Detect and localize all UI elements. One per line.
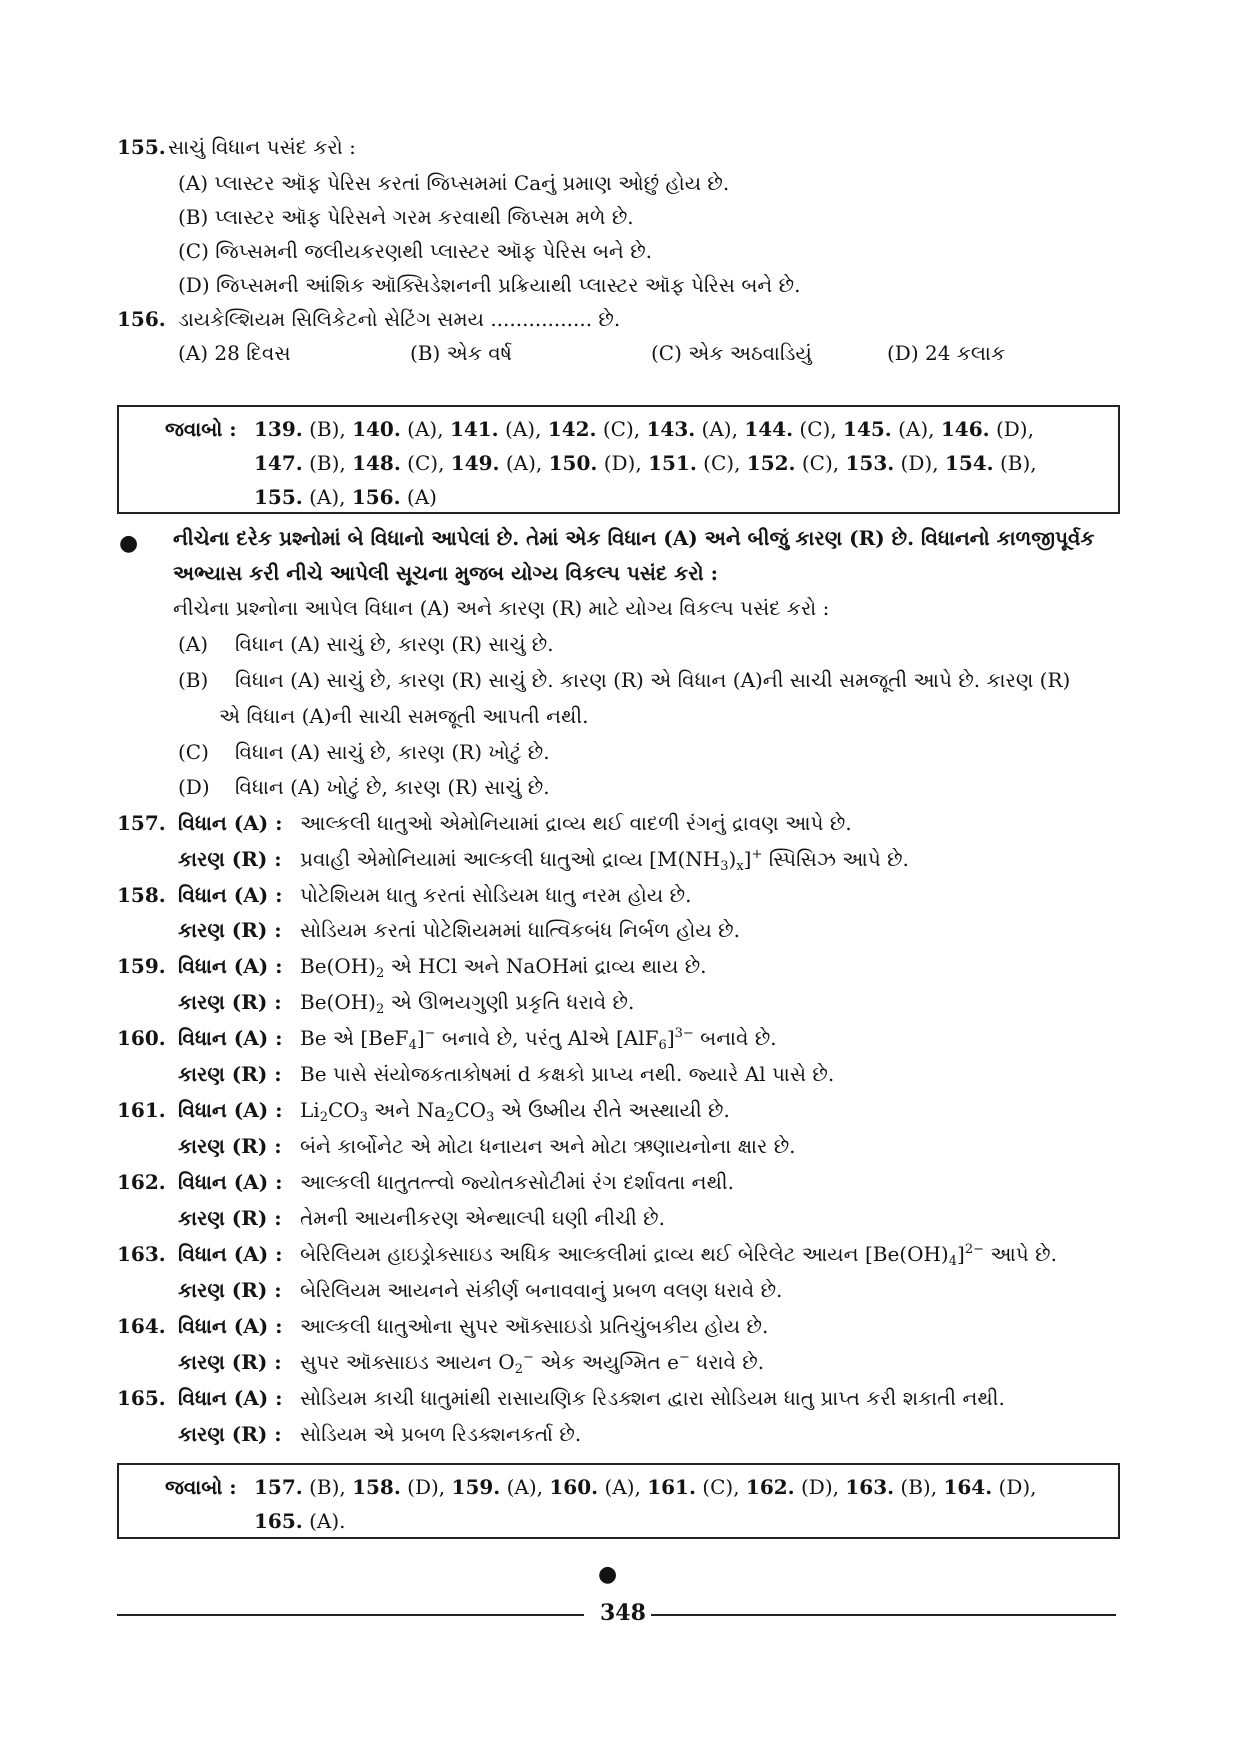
answer-qnum: 164. [943, 1475, 993, 1499]
answer-choice: (A), [400, 417, 450, 441]
answer-choice: (C), [795, 451, 846, 475]
answer-qnum: 149. [450, 451, 500, 475]
answer-choice: (A), [598, 1475, 648, 1499]
footer-rule-right [651, 1614, 1116, 1616]
answer-box-2 [117, 1463, 1120, 1539]
answer-choice: (A), [891, 417, 941, 441]
answer-line [254, 417, 1034, 441]
option-c: (C) એક અઠવાડિયું [651, 341, 812, 365]
assertion-text: સોડિયમ કાચી ધાતુમાંથી રાસાયણિક રિડક્શન દ્વારા સોડિયમ ધાતુ પ્રાપ્ત કરી શકાતી નથી. [300, 1386, 1005, 1410]
assertion-text: $Li_2CO_3$ અને $Na_2CO_3$ એ ઉષ્મીય રીતે અસ્થાયી છે. [300, 1098, 730, 1125]
reason-text: બેરિલિયમ આયનને સંકીર્ણ બનાવવાનું પ્રબળ વલણ ધરાવે છે. [300, 1278, 783, 1302]
answer-choice: (B), [302, 417, 353, 441]
option-a: (A) 28 દિવસ [178, 341, 291, 365]
reason-text: સોડિયમ કરતાં પોટેશિયમમાં ધાત્વિકબંધ નિર્બળ હોય છે. [300, 918, 740, 942]
answer-choice: (D), [400, 1475, 452, 1499]
answer-choice: (A), [695, 417, 745, 441]
answer-qnum: 152. [746, 451, 796, 475]
answer-choice: (D), [794, 1475, 846, 1499]
answer-qnum: 157. [254, 1475, 303, 1499]
option-b: (B) એક વર્ષ [410, 341, 512, 365]
answer-qnum: 161. [647, 1475, 696, 1499]
instruction-plain: નીચેના પ્રશ્નોના આપેલ વિધાન (A) અને કારણ (R) માટે યોગ્ય વિકલ્પ પસંદ કરો : [173, 596, 830, 620]
assertion-text: Be એ [BeF$_4$]− બનાવે છે, પરંતુ Alએ $[AlF_6]^{3-}$ બનાવે છે. [300, 1026, 777, 1053]
option-a: (A) પ્લાસ્ટર ઑફ પેરિસ કરતાં જિપ્સમમાં Caનું પ્રમાણ ઓછું હોય છે. [178, 171, 730, 195]
answer-line [254, 485, 437, 509]
answer-line [254, 1475, 1037, 1499]
option-d: (D) જિપ્સમની આંશિક ઑક્સિડેશનની પ્રક્રિયાથી પ્લાસ્ટર ઑફ પેરિસ બને છે. [178, 273, 801, 297]
answer-line [254, 451, 1037, 475]
answer-qnum: 153. [845, 451, 895, 475]
footer-dot-icon: ● [598, 1562, 618, 1587]
reason-text: સુપર ઑક્સાઇડ આયન $O_2^-$ એક અયુગ્મિત e− ધરાવે છે. [300, 1350, 765, 1377]
reason-text: સોડિયમ એ પ્રબળ રિડક્શનકર્તા છે. [300, 1422, 582, 1446]
answer-choice: (C), [695, 1475, 746, 1499]
answer-choice: (C), [596, 417, 647, 441]
answer-qnum: 155. [254, 485, 303, 509]
answer-choice: (B), [894, 1475, 944, 1499]
answer-choice: (A), [499, 451, 549, 475]
assertion-text: આલ્કલી ધાતુતત્ત્વો જ્યોતકસોટીમાં રંગ દર્શાવતા નથી. [300, 1170, 734, 1194]
answer-qnum: 159. [451, 1475, 501, 1499]
page: 155. સાચું વિધાન પસંદ કરો : (A) પ્લાસ્ટર ઑફ પેરિસ કરતાં જિપ્સમમાં Caનું પ્રમાણ ઓછું હોય છે. (B) પ્લાસ્ટર ઑફ પેરિસને ગરમ કરવાથી જિપ્સમ મળે છે. (C) જિપ્સમની જલીયકરણથી પ્લાસ્ટર ઑફ પેરિસ બને છે. (D) જિપ્સમની આંશિક ઑક્સિડેશનની પ્રક્રિયાથી પ્લાસ્ટર ઑફ પેરિસ બને છે. 156. ડાયકેલ્શિયમ સિલિકેટનો સેટિંગ સમય ................ છે. (A) 28 દિવસ (B) એક વર્ષ (C) એક અઠવાડિયું (D) 24 કલાક જવાબો : 139. (B), 140. (A), 141. (A), 142. (C), 143. (A), 144. (C), 145. (A), 146. (D), 147. (B), 148. (C), 149. (A), 150. (D), 151. (C), 152. (C), 153. (D), 154. (B), 155. (A), 156. (A) ● નીચેના દરેક પ્રશ્નોમાં બે વિધાનો આપેલાં છે. તેમાં એક વિધાન (A) અને બીજું કારણ (R) છે. વિધાનનો કાળજીપૂર્વક અભ્યાસ કરી નીચે આપેલી સૂચના મુજબ યોગ્ય વિકલ્પ પસંદ કરો : નીચેના પ્રશ્નોના આપેલ વિધાન (A) અને કારણ (R) માટે યોગ્ય વિકલ્પ પસંદ કરો : (A) વિધાન (A) સાચું છે, કારણ (R) સાચું છે. (B) વિધાન (A) સાચું છે, કારણ (R) સાચું છે. કારણ (R) એ વિધાન (A)ની સાચી સમજૂતી આપે છે. કારણ (R) એ વિધાન (A)ની સાચી સમજૂતી આપતી નથી. (C) વિધાન (A) સાચું છે, કારણ (R) ખોટું છે. (D) વિધાન (A) ખોટું છે, કારણ (R) સાચું છે. 157. વિધાન (A) : આલ્કલી ધાતુઓ એમોનિયામાં દ્રાવ્ય થઈ વાદળી રંગનું દ્રાવણ આપે છે. કારણ (R) : પ્રવાહી એમોનિયામાં આલ્કલી ધાતુઓ દ્રાવ્ય $[M(NH_3)_x]^+$ સ્પિસિઝ આપે છે. 158. વિધાન (A) : પોટેશિયમ ધાતુ કરતાં સોડિયમ ધાતુ નરમ હોય છે. કારણ (R) : સોડિયમ કરતાં પોટેશિયમમાં ધાત્વિકબંધ નિર્બળ હોય છે. 159. વિધાન (A) : $Be(OH)_2$ એ HCl અને NaOHમાં દ્રાવ્ય થાય છે. કારણ (R) : $Be(OH)_2$ એ ઊભયગુણી પ્રકૃતિ ધરાવે છે. 160. વિધાન (A) : Be એ [BeF$_4$]− બનાવે છે, પરંતુ Alએ $[AlF_6]^{3-}$ બનાવે છે. કારણ (R) : Be પાસે સંયોજકતાકોષમાં d કક્ષકો પ્રાપ્ય નથી. જ્યારે Al પાસે છે. 161. વિધાન (A) : $Li_2CO_3$ અને $Na_2CO_3$ એ ઉષ્મીય રીતે અસ્થાયી છે. કારણ (R) : બંને કાર્બોનેટ એ મોટા ધનાયન અને મોટા ઋણાયનોના ક્ષાર છે. 162. વિધાન (A) : આલ્કલી ધાતુતત્ત્વો જ્યોતકસોટીમાં રંગ દર્શાવતા નથી. કારણ (R) : તેમની આયનીકરણ એન્થાલ્પી ઘણી નીચી છે. 163. વિધાન (A) : બેરિલિયમ હાઇડ્રોક્સાઇડ અધિક આલ્કલીમાં દ્રાવ્ય થઈ બેરિલેટ આયન $[Be(OH)_4]^{2-}$ આપે છે. કારણ (R) : બેરિલિયમ આયનને સંકીર્ણ બનાવવાનું પ્રબળ વલણ ધરાવે છે. 164. વિધાન (A) : આલ્કલી ધાતુઓના સુપર ઑક્સાઇડો પ્રતિચુંબકીય હોય છે. કારણ (R) : સુપર ઑક્સાઇડ આયન $O_2^-$ એક અયુગ્મિત e− ધરાવે છે. 165. વિધાન (A) : સોડિયમ કાચી ધાતુમાંથી રાસાયણિક રિડક્શન દ્વારા સોડિયમ ધાતુ પ્રાપ્ત કરી શકાતી નથી. કારણ (R) : સોડિયમ એ પ્રબળ રિડક્શનકર્તા છે. જવાબો : 157. (B), 158. (D), 159. (A), 160. (A), 161. (C), 162. (D), 163. (B), 164. (D), 165. (A). ● 348 [0, 0, 1241, 1754]
answer-choice: (D), [597, 451, 649, 475]
bullet-icon: ● [119, 531, 139, 556]
reason-text: પ્રવાહી એમોનિયામાં આલ્કલી ધાતુઓ દ્રાવ્ય $[M(NH_3)_x]^+$ સ્પિસિઝ આપે છે. [300, 847, 909, 874]
answer-choice: (D), [894, 451, 945, 475]
answer-qnum: 150. [548, 451, 598, 475]
instruction-bold: અભ્યાસ કરી નીચે આપેલી સૂચના મુજબ યોગ્ય વિકલ્પ પસંદ કરો : [173, 561, 718, 585]
answer-qnum: 143. [646, 417, 696, 441]
answer-qnum: 140. [352, 417, 401, 441]
page-number: 348 [600, 1600, 646, 1626]
answer-qnum: 165. [254, 1509, 303, 1533]
answer-qnum: 144. [744, 417, 794, 441]
reason-text: તેમની આયનીકરણ એન્થાલ્પી ઘણી નીચી છે. [300, 1206, 665, 1230]
question-number: 155. [117, 135, 166, 159]
question-stem: સાચું વિધાન પસંદ કરો : [168, 135, 356, 159]
reason-text: Be પાસે સંયોજકતાકોષમાં d કક્ષકો પ્રાપ્ય નથી. જ્યારે Al પાસે છે. [300, 1062, 835, 1086]
option-d: (D) 24 કલાક [887, 341, 1006, 365]
answer-choice: (D), [989, 417, 1034, 441]
answer-choice: (C), [696, 451, 747, 475]
option-c: (C) જિપ્સમની જલીયકરણથી પ્લાસ્ટર ઑફ પેરિસ બને છે. [178, 239, 653, 263]
answer-choice: (A), [302, 485, 352, 509]
answer-choice: (B), [302, 451, 353, 475]
answer-qnum: 160. [549, 1475, 599, 1499]
answer-qnum: 162. [745, 1475, 795, 1499]
answer-choice: (A). [302, 1509, 346, 1533]
answer-qnum: 146. [940, 417, 990, 441]
answer-qnum: 151. [648, 451, 697, 475]
answer-qnum: 139. [254, 417, 303, 441]
reason-text: $Be(OH)_2$ એ ઊભયગુણી પ્રકૃતિ ધરાવે છે. [300, 990, 635, 1017]
answer-label: જવાબો : [165, 417, 237, 441]
answer-choice: (C), [793, 417, 844, 441]
answer-choice: (B), [302, 1475, 353, 1499]
assertion-text: આલ્કલી ધાતુઓના સુપર ઑક્સાઇડો પ્રતિચુંબકીય હોય છે. [300, 1314, 769, 1338]
answer-choice: (B), [993, 451, 1037, 475]
instruction-bold: નીચેના દરેક પ્રશ્નોમાં બે વિધાનો આપેલાં છે. તેમાં એક વિધાન (A) અને બીજું કારણ (R) છે. વિધાનનો કાળજીપૂર્વક [173, 526, 1095, 550]
question-stem: ડાયકેલ્શિયમ સિલિકેટનો સેટિંગ સમય ................ છે. [178, 307, 621, 331]
answer-qnum: 147. [254, 451, 303, 475]
answer-qnum: 158. [352, 1475, 401, 1499]
answer-choice: (A) [400, 485, 437, 509]
answer-qnum: 156. [351, 485, 401, 509]
question-number: 156. [117, 307, 166, 331]
assertion-text: $Be(OH)_2$ એ HCl અને NaOHમાં દ્રાવ્ય થાય છે. [300, 954, 707, 981]
answer-qnum: 141. [449, 417, 499, 441]
assertion-text: આલ્કલી ધાતુઓ એમોનિયામાં દ્રાવ્ય થઈ વાદળી રંગનું દ્રાવણ આપે છે. [300, 811, 852, 835]
answer-choice: (A), [500, 1475, 550, 1499]
answer-qnum: 148. [352, 451, 401, 475]
answer-qnum: 154. [944, 451, 994, 475]
footer-rule-left [117, 1614, 584, 1616]
answer-qnum: 163. [845, 1475, 895, 1499]
answer-qnum: 145. [843, 417, 892, 441]
answer-choice: (D), [992, 1475, 1037, 1499]
answer-choice: (C), [400, 451, 451, 475]
answer-choice: (A), [498, 417, 548, 441]
reason-text: બંને કાર્બોનેટ એ મોટા ધનાયન અને મોટા ઋણાયનોના ક્ષાર છે. [300, 1134, 796, 1158]
assertion-text: પોટેશિયમ ધાતુ કરતાં સોડિયમ ધાતુ નરમ હોય છે. [300, 883, 692, 907]
assertion-text: બેરિલિયમ હાઇડ્રોક્સાઇડ અધિક આલ્કલીમાં દ્રાવ્ય થઈ બેરિલેટ આયન $[Be(OH)_4]^{2-}$ આપે છે. [300, 1242, 1057, 1269]
answer-label: જવાબો : [165, 1475, 237, 1499]
option-b: (B) પ્લાસ્ટર ઑફ પેરિસને ગરમ કરવાથી જિપ્સમ મળે છે. [178, 205, 634, 229]
answer-qnum: 142. [547, 417, 597, 441]
answer-line [254, 1509, 345, 1533]
answer-box-1 [117, 405, 1120, 514]
